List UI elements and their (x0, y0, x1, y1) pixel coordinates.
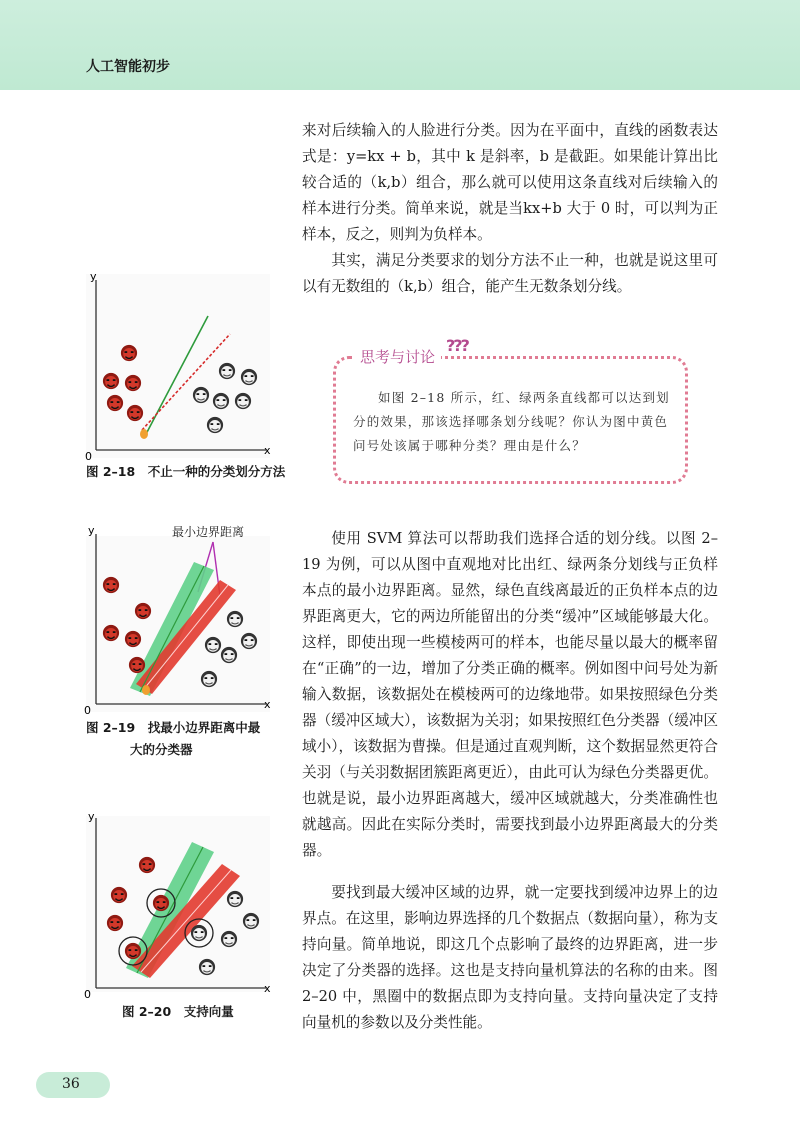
white-face-icon (213, 393, 229, 409)
origin-label: 0 (84, 988, 91, 1001)
red-face-icon (139, 857, 155, 873)
white-face-icon (241, 633, 257, 649)
white-face-icon (227, 891, 243, 907)
paragraph-4: 要找到最大缓冲区域的边界，就一定要找到缓冲边界上的边界点。在这里，影响边界选择的几个数据点（数据向量），称为支持向量。简单地说，即这几个点影响了最终的边界距离，进一步决定了分类器的选择。这也是支持向量机算法的名称的由来。图 2–20 中，黑圈中的数据点即为支持向量。支持向量决定了支持向量机的参数以及分类性能。 (302, 884, 718, 1031)
question-marks-icon: ??? (446, 336, 468, 355)
white-face-icon (221, 931, 237, 947)
red-face-icon (129, 657, 145, 673)
red-face-icon (103, 625, 119, 641)
red-face-icon (121, 345, 137, 361)
white-face-icon (241, 369, 257, 385)
white-face-icon (205, 637, 221, 653)
red-face-icon (107, 395, 123, 411)
red-face-icon (111, 887, 127, 903)
header-band (0, 0, 800, 90)
question-point (142, 685, 150, 695)
white-face-icon (207, 417, 223, 433)
origin-label: 0 (85, 450, 92, 463)
red-face-icon (125, 943, 141, 959)
y-axis-label: y (88, 524, 95, 537)
red-face-icon (153, 895, 169, 911)
paragraph-2: 其实，满足分类要求的划分方法不止一种，也就是说这里可以有无数组的（k,b）组合，能产生无数条划分线。 (302, 252, 718, 295)
figure-2-18 (80, 268, 276, 464)
white-face-icon (219, 363, 235, 379)
running-header-title: 人工智能初步 (86, 59, 170, 75)
white-face-icon (227, 611, 243, 627)
red-face-icon (103, 577, 119, 593)
white-face-icon (199, 959, 215, 975)
red-face-icon (125, 375, 141, 391)
figure-2-19 (80, 520, 280, 716)
white-face-icon (201, 671, 217, 687)
white-face-icon (243, 913, 259, 929)
page-number: 36 (62, 1076, 80, 1092)
paragraph-1: 来对后续输入的人脸进行分类。因为在平面中，直线的函数表达式是：y=kx + b，其中 k 是斜率，b 是截距。如果能计算出比较合适的（k,b）组合，那么就可以使用这条直线对后续输入的样本进行分类。简单来说，就是当kx+b 大于 0 时，可以判为正样本，反之，则判为负样本。 (302, 122, 718, 243)
red-face-icon (103, 373, 119, 389)
white-face-icon (193, 387, 209, 403)
paragraph-3: 使用 SVM 算法可以帮助我们选择合适的划分线。以图 2–19 为例，可以从图中直观地对比出红、绿两条分划线与正负样本点的最小边界距离。显然，绿色直线离最近的正负样本点的边界距离更大，它的两边所能留出的分类“缓冲”区域能够最大化。这样，即使出现一些模棱两可的样本，也能尽量以最大的概率留在“正确”的一边，增加了分类正确的概率。例如图中问号处为新输入数据，该数据处在模棱两可的边缘地带。如果按照绿色分类器（缓冲区域大），该数据为关羽；如果按照红色分类器（缓冲区域小），该数据为曹操。但是通过直观判断，这个数据显然更符合关羽（与关羽数据团簇距离更近），由此可认为绿色分类器更优。也就是说，最小边界距离越大，缓冲区域就越大，分类准确性也就越高。因此在实际分类时，需要找到最小边界距离最大的分类器。 (302, 530, 718, 859)
red-face-icon (127, 405, 143, 421)
white-face-icon (235, 393, 251, 409)
question-point (140, 429, 148, 439)
figure-2-20 (80, 806, 280, 1002)
white-face-icon (191, 925, 207, 941)
figure-2-20-caption: 图 2–20 支持向量 (122, 1004, 234, 1019)
x-axis-label: x (264, 698, 271, 711)
discussion-title: 思考与讨论 (354, 346, 441, 367)
x-axis-label: x (264, 444, 271, 457)
red-face-icon (135, 603, 151, 619)
y-axis-label: y (90, 270, 97, 283)
min-margin-annotation: 最小边界距离 (172, 525, 245, 539)
origin-label: 0 (84, 704, 91, 716)
white-face-icon (221, 647, 237, 663)
figure-2-18-caption: 图 2–18 不止一种的分类划分方法 (86, 464, 286, 479)
figure-2-19-caption-line1: 图 2–19 找最小边界距离中最 (86, 720, 261, 735)
x-axis-label: x (264, 982, 271, 995)
discussion-text: 如图 2–18 所示，红、绿两条直线都可以达到划分的效果，那该选择哪条划分线呢？你认为图中黄色问号处该属于哪种分类？理由是什么？ (353, 390, 670, 453)
figure-2-19-caption-line2: 大的分类器 (130, 742, 193, 757)
red-face-icon (107, 915, 123, 931)
y-axis-label: y (88, 810, 95, 823)
red-face-icon (125, 631, 141, 647)
